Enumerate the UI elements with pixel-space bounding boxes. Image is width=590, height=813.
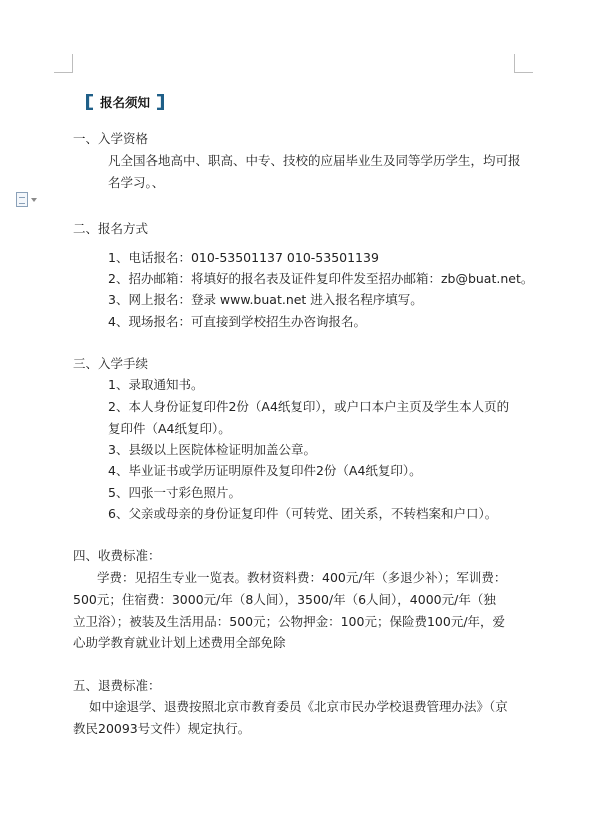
paragraph-line: 名学习。、: [108, 175, 165, 190]
paragraph-line: 教民20093号文件）规定执行。: [73, 721, 251, 736]
chevron-down-icon: [31, 198, 37, 202]
document-icon: [16, 192, 28, 207]
paragraph-line: 如中途退学、退费按照北京市教育委员《北京市民办学校退费管理办法》（京: [89, 699, 508, 714]
list-item: 1、电话报名：010-53501137 010-53501139: [108, 250, 379, 265]
document-options-icon[interactable]: [16, 192, 37, 207]
paragraph-line: 学费：见招生专业一览表。教材资料费：400元/年（多退少补）；军训费：: [97, 570, 507, 585]
page-corner-top-right: [514, 54, 533, 73]
section-heading-enrollment: 三、入学手续: [73, 356, 149, 371]
section-heading-eligibility: 一、入学资格: [73, 131, 149, 146]
list-item: 6、父亲或母亲的身份证复印件（可转党、团关系，不转档案和户口）。: [108, 506, 498, 521]
document-title: [86, 93, 164, 111]
list-item: 3、网上报名：登录 www.buat.net 进入报名程序填写。: [108, 292, 423, 307]
list-item: 4、毕业证书或学历证明原件及复印件2份（A4纸复印）。: [108, 463, 422, 478]
list-item: 复印件（A4纸复印）。: [108, 421, 231, 436]
list-item: 2、本人身份证复印件2份（A4纸复印），或户口本户主页及学生本人页的: [108, 399, 510, 414]
section-heading-refund: 五、退费标准：: [73, 678, 161, 693]
list-item: 3、县级以上医院体检证明加盖公章。: [108, 442, 316, 457]
paragraph-line: 500元；住宿费：3000元/年（8人间），3500/年（6人间），4000元/年（独: [73, 592, 496, 607]
list-item: 2、招办邮箱：将填好的报名表及证件复印件发至招办邮箱：zb@buat.net。: [108, 271, 534, 286]
list-item: 5、四张一寸彩色照片。: [108, 485, 241, 500]
page-corner-top-left: [54, 54, 73, 73]
left-bracket-icon: [86, 94, 93, 110]
paragraph-line: 凡全国各地高中、职高、中专、技校的应届毕业生及同等学历学生，均可报: [108, 153, 521, 168]
paragraph-line: 心助学教育就业计划上述费用全部免除: [73, 635, 286, 650]
right-bracket-icon: [157, 94, 164, 110]
section-heading-fees: 四、收费标准：: [73, 548, 161, 563]
section-heading-registration: 二、报名方式: [73, 221, 149, 236]
paragraph-line: 立卫浴）；被装及生活用品：500元；公物押金：100元；保险费100元/年，爱: [73, 614, 506, 629]
list-item: 4、现场报名：可直接到学校招生办咨询报名。: [108, 314, 366, 329]
title-text: 报名须知: [100, 95, 151, 110]
list-item: 1、录取通知书。: [108, 377, 204, 392]
